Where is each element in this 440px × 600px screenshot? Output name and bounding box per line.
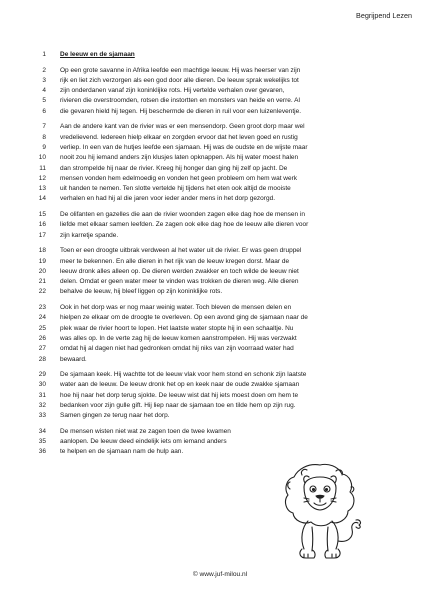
line-text: Samen gingen ze terug naar het dorp. xyxy=(60,412,170,420)
line-text: Aan de andere kant van de rivier was er een mensendorp. Geen groot dorp maar wel xyxy=(60,123,305,131)
line-text: behalve de leeuw, hij bleef liggen op zijn koninklijke rots. xyxy=(60,288,223,296)
line-number: 2 xyxy=(42,66,46,74)
text-line xyxy=(42,133,410,143)
text-line xyxy=(38,257,410,267)
text-line xyxy=(38,210,410,220)
line-number: 9 xyxy=(42,143,46,151)
text-line xyxy=(42,96,410,106)
line-text: leeuw dronk alles alleen op. De dieren werden zwakker en toch wilde de leeuw niet xyxy=(60,267,299,275)
line-text: delen. Omdat er geen water meer te vinden was trokken de dieren weg. Alle dieren xyxy=(60,278,299,286)
line-text: omdat hij al dagen niet had gedronken omdat hij niks van zijn voorraad water had xyxy=(60,345,294,353)
line-number: 31 xyxy=(38,391,46,399)
line-number: 25 xyxy=(38,324,46,332)
text-line xyxy=(38,277,410,287)
text-line xyxy=(38,184,410,194)
text-line xyxy=(38,391,410,401)
text-line xyxy=(42,76,410,86)
line-text: Toen er een droogte uitbrak verdween al het water uit de rivier. Er was geen druppel xyxy=(60,247,302,255)
line-text: hielpen ze elkaar om de droogte te overleven. Op een avond ging de sjamaan naar de xyxy=(60,314,308,322)
text-line xyxy=(38,246,410,256)
line-text: dan strompelde hij naar de rivier. Kreeg hij honger dan ging hij zelf op jacht. De xyxy=(60,164,288,172)
text-line xyxy=(42,86,410,96)
line-text: die gevaren hield hij tegen. Hij beschermde de dieren in ruil voor een luizenleventje. xyxy=(60,107,302,115)
story-title-line xyxy=(42,50,410,60)
paragraph xyxy=(38,122,410,204)
line-number: 22 xyxy=(38,288,46,296)
text-line xyxy=(38,303,410,313)
line-text: zijn onderdanen vanaf zijn koninklijke rots. Hij vertelde verhalen over gevaren, xyxy=(60,87,285,95)
line-number: 5 xyxy=(42,97,46,105)
line-text: vredelievend. Iedereen hielp elkaar en zorgden ervoor dat het leven goed en rustig xyxy=(60,133,298,141)
line-text: zijn karretje spande. xyxy=(60,231,119,239)
line-text: Op een grote savanne in Afrika leefde een machtige leeuw. Hij was heerser van zijn xyxy=(60,66,301,74)
lion-illustration xyxy=(278,461,363,563)
text-line xyxy=(38,401,410,411)
text-line xyxy=(42,122,410,132)
text-line xyxy=(38,220,410,230)
line-text: verhalen en had hij al die jaren voor ieder ander mens in het dorp gezorgd. xyxy=(60,195,275,203)
line-text: De mensen wisten niet wat ze zagen toen de twee kwamen xyxy=(60,427,231,435)
line-number: 36 xyxy=(38,448,46,456)
line-number: 35 xyxy=(38,438,46,446)
line-number: 10 xyxy=(38,154,46,162)
line-number: 23 xyxy=(38,304,46,312)
line-number: 7 xyxy=(42,123,46,131)
text-line xyxy=(38,355,410,365)
text-line xyxy=(42,107,410,117)
line-number: 1 xyxy=(42,51,46,58)
line-text: De olifanten en gazelles die aan de rivier woonden zagen elke dag hoe de mensen in xyxy=(60,211,306,219)
line-text: plek waar de rivier hoort te lopen. Het laatste water stopte hij in een schaaltje. Nu xyxy=(60,324,294,332)
text-line xyxy=(39,164,410,174)
text-line xyxy=(38,427,410,437)
line-number: 34 xyxy=(38,427,46,435)
line-number: 16 xyxy=(38,221,46,229)
line-number: 27 xyxy=(38,345,46,353)
paragraph xyxy=(38,210,410,241)
line-number: 26 xyxy=(38,334,46,342)
line-number: 28 xyxy=(38,355,46,363)
text-line xyxy=(38,324,410,334)
line-text: bewaard. xyxy=(60,355,87,363)
line-text: water aan de leeuw. De leeuw dronk het op en keek naar de oude zwakke sjamaan xyxy=(60,381,300,389)
line-number: 14 xyxy=(38,195,46,203)
text-line xyxy=(38,267,410,277)
line-number: 6 xyxy=(42,107,46,115)
line-number: 21 xyxy=(38,278,46,286)
text-line xyxy=(38,437,410,447)
line-text: De sjamaan keek. Hij wachtte tot de leeuw vlak voor hem stond en schonk zijn laatste xyxy=(60,371,307,379)
text-line xyxy=(42,66,410,76)
worksheet-header: Begrijpend Lezen xyxy=(356,11,412,20)
line-text: was alles op. In de verte zag hij de leeuw komen aanstrompelen. Hij was verzwakt xyxy=(60,334,297,342)
text-line xyxy=(38,447,410,457)
line-text: liefde met elkaar samen leefden. Ze zagen ook elke dag hoe de leeuw alle dieren voor xyxy=(60,221,309,229)
line-number: 17 xyxy=(38,231,46,239)
text-line xyxy=(38,370,410,380)
line-number: 33 xyxy=(38,412,46,420)
line-text: verliep. In een van de hutjes leefde een sjamaan. Hij was de oudste en de wijste maar xyxy=(60,143,308,151)
line-text: te helpen en de sjamaan nam de hulp aan. xyxy=(60,448,184,456)
text-line xyxy=(38,153,410,163)
line-number: 13 xyxy=(38,185,46,193)
line-number: 3 xyxy=(42,76,46,84)
line-text: aanlopen. De leeuw deed eindelijk iets om iemand anders xyxy=(60,438,227,446)
line-number: 19 xyxy=(38,257,46,265)
line-number: 32 xyxy=(38,401,46,409)
line-number: 8 xyxy=(42,133,46,141)
line-number: 24 xyxy=(38,314,46,322)
line-text: bedanken voor zijn gulle gift. Hij liep naar de sjamaan toe en tilde hem op zijn rug. xyxy=(60,401,296,409)
story-text xyxy=(38,50,410,458)
text-line xyxy=(38,334,410,344)
text-line xyxy=(38,174,410,184)
paragraph xyxy=(38,427,410,458)
text-line xyxy=(38,380,410,390)
line-text: rivieren die overstroomden, rotsen die instortten en monsters van heide en verre. Al xyxy=(60,97,300,105)
paragraph xyxy=(38,370,410,421)
line-text: nooit zou hij iemand anders zijn klusjes laten opknappen. Als hij water moest halen xyxy=(60,154,299,162)
text-line xyxy=(42,143,410,153)
line-text: rijk en liet zich verzorgen als een god door alle dieren. De leeuw sprak wekelijks tot xyxy=(60,76,299,84)
line-text: hoe hij naar het dorp terug sjokte. De leeuw wist dat hij iets moest doen om hem te xyxy=(60,391,299,399)
line-number: 30 xyxy=(38,381,46,389)
line-number: 29 xyxy=(38,371,46,379)
line-number: 20 xyxy=(38,267,46,275)
line-text: uit handen te nemen. Ten slotte vertelde hij tijdens het eten ook altijd de mooiste xyxy=(60,185,291,193)
line-number: 15 xyxy=(38,211,46,219)
line-number: 12 xyxy=(38,174,46,182)
line-text: Ook in het dorp was er nog maar weinig water. Toch bleven de mensen delen en xyxy=(60,304,292,312)
line-number: 4 xyxy=(42,87,46,95)
text-line xyxy=(38,313,410,323)
text-line xyxy=(38,287,410,297)
line-text: mensen vonden hem edelmoedig en vonden het geen probleem om hem wat werk xyxy=(60,174,298,182)
text-line xyxy=(38,194,410,204)
paragraph xyxy=(38,246,410,297)
line-number: 18 xyxy=(38,247,46,255)
paragraph xyxy=(38,303,410,365)
text-line xyxy=(38,411,410,421)
text-line xyxy=(38,344,410,354)
story-title: De leeuw en de sjamaan xyxy=(60,51,135,58)
paragraph xyxy=(42,66,410,117)
line-number: 11 xyxy=(39,164,46,172)
text-line xyxy=(38,231,410,241)
line-text: meer te bekennen. En alle dieren in het rijk van de leeuw kregen dorst. Maar de xyxy=(60,257,290,265)
copyright-footer: © www.juf-milou.nl xyxy=(192,571,248,578)
